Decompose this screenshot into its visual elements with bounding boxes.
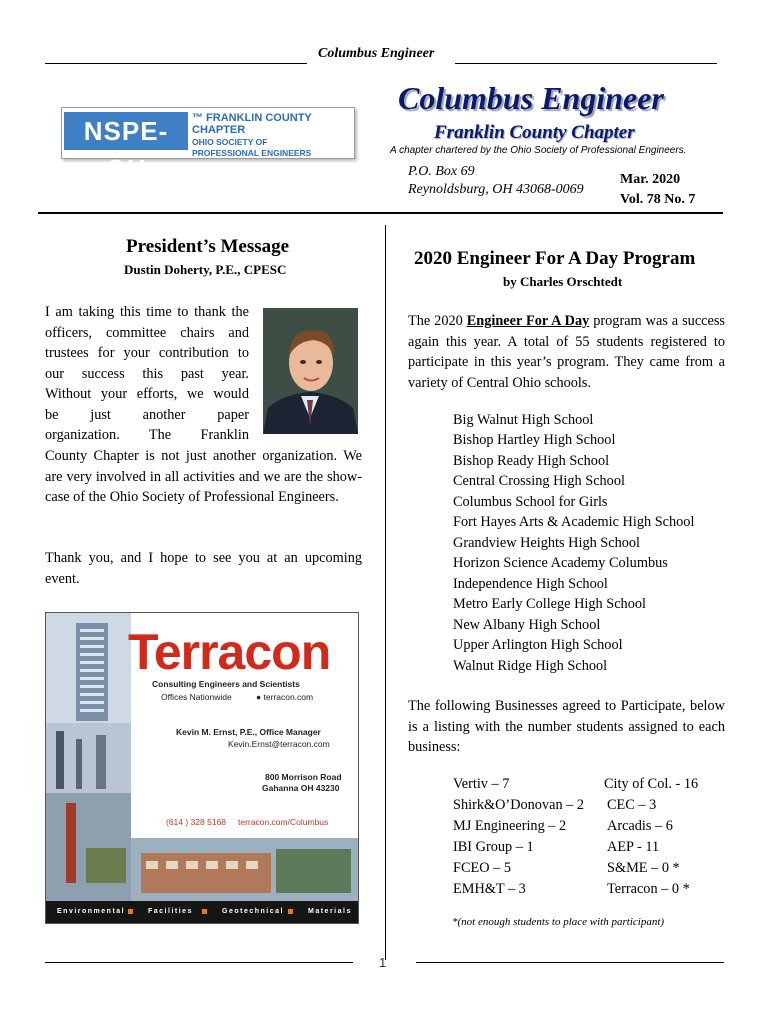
list-item: IBI Group – 1: [453, 839, 534, 855]
address-line-1: P.O. Box 69: [408, 164, 475, 179]
list-item: Columbus School for Girls: [453, 494, 608, 510]
program-heading: 2020 Engineer For A Day Program: [414, 248, 696, 269]
list-item: Vertiv – 7: [453, 776, 510, 792]
list-item: Bishop Ready High School: [453, 453, 610, 469]
list-item: Bishop Hartley High School: [453, 432, 616, 448]
business-footnote: *(not enough students to place with participant): [452, 916, 665, 928]
president-para-1-narrow: [45, 302, 249, 446]
header-rule-right: [455, 63, 717, 64]
list-item: CEC – 3: [607, 797, 657, 813]
president-line: officers, committee chairs and: [45, 324, 249, 341]
bullet-square-icon: [288, 909, 293, 914]
president-line: our success this past year.: [45, 365, 249, 382]
ad-city: Gahanna OH 43230: [262, 783, 340, 793]
page-number: 1: [379, 955, 387, 970]
running-title: Columbus Engineer: [318, 46, 435, 61]
list-item: EMH&T – 3: [453, 881, 526, 897]
list-item: Upper Arlington High School: [453, 637, 623, 653]
nspe-oh-mark: NSPE-OH: [64, 112, 188, 150]
service-label: Facilities: [148, 908, 193, 915]
president-line: organization. The Franklin: [45, 427, 249, 443]
president-line: be just another paper: [45, 406, 249, 423]
list-item: Central Crossing High School: [453, 473, 625, 489]
mailing-address: [408, 163, 584, 199]
masthead-rule: [38, 212, 723, 214]
business-intro: The following Businesses agreed to Participate, below is a listing with the number students assigned to each business:: [408, 698, 725, 755]
service-label: Geotechnical: [222, 908, 284, 915]
list-item: Big Walnut High School: [453, 412, 594, 428]
masthead-tagline: A chapter chartered by the Ohio Society of Professional Engineers.: [390, 145, 687, 156]
president-para-2: Thank you, and I hope to see you at an upcoming event.: [45, 550, 362, 587]
ad-local-web[interactable]: terracon.com/Columbus: [238, 817, 329, 827]
masthead-title: Columbus Engineer: [398, 80, 664, 116]
intro-text: The 2020: [408, 313, 467, 329]
issue-date: Mar. 2020: [620, 172, 681, 187]
ad-services-bar: [46, 901, 358, 923]
president-heading: President’s Message: [126, 236, 290, 257]
president-line: Without your efforts, we would: [45, 386, 249, 402]
list-item: FCEO – 5: [453, 860, 511, 876]
list-item: Fort Hayes Arts & Academic High School: [453, 514, 695, 530]
service-label: Environmental: [57, 908, 126, 915]
ad-offices: Offices Nationwide: [161, 692, 232, 702]
list-item: New Albany High School: [453, 617, 601, 633]
ad-phone: (614 ) 328 5168: [166, 817, 227, 827]
list-item: MJ Engineering – 2: [453, 818, 567, 834]
bullet-square-icon: [128, 909, 133, 914]
ad-tagline: Consulting Engineers and Scientists: [152, 679, 300, 689]
list-item: Horizon Science Academy Columbus: [453, 555, 668, 571]
ad-website[interactable]: ● terracon.com: [256, 692, 314, 702]
issue-info: [620, 170, 695, 210]
president-line: I am taking this time to thank the: [45, 304, 249, 320]
list-item: Walnut Ridge High School: [453, 658, 608, 674]
list-item: Independence High School: [453, 576, 608, 592]
column-divider: [385, 225, 386, 960]
intro-text: program was a success again this year. A total of 55 students registered to participate in this year’s program. They came from a variety of Central Ohio schools.: [408, 313, 725, 391]
president-photo: [263, 308, 358, 434]
bullet-square-icon: [202, 909, 207, 914]
list-item: Arcadis – 6: [607, 818, 673, 834]
footer-rule-left: [45, 962, 353, 963]
ad-street: 800 Morrison Road: [265, 772, 342, 782]
nspe-oh-logo: [61, 107, 355, 184]
logo-chapter: ™ FRANKLIN COUNTY CHAPTER: [192, 112, 312, 136]
list-item: Terracon – 0 *: [607, 881, 690, 897]
president-para-1-wide: County Chapter is not just another organization. We are very involved in all activities and we are the show-case of the Ohio Society of Professional Engineers.: [45, 448, 362, 505]
masthead-subtitle: Franklin County Chapter: [434, 122, 635, 143]
list-item: Grandview Heights High School: [453, 535, 641, 551]
address-line-2: Reynoldsburg, OH 43068-0069: [408, 182, 584, 197]
list-item: Shirk&O’Donovan – 2: [453, 797, 585, 813]
list-item: S&ME – 0 *: [607, 860, 680, 876]
header-rule-left: [45, 63, 307, 64]
logo-society: OHIO SOCIETY OF: [192, 137, 268, 147]
footer-rule-right: [416, 962, 724, 963]
issue-volume: Vol. 78 No. 7: [620, 192, 696, 207]
president-byline: Dustin Doherty, P.E., CPESC: [124, 262, 287, 277]
list-item: AEP - 11: [607, 839, 660, 855]
engineer-for-a-day-link[interactable]: Engineer For A Day: [466, 313, 590, 329]
terracon-logo: Terracon: [128, 624, 331, 680]
ad-contact-name: Kevin M. Ernst, P.E., Office Manager: [176, 727, 321, 737]
logo-text: [192, 112, 354, 158]
service-label: Materials: [308, 908, 352, 915]
list-item: Metro Early College High School: [453, 596, 646, 612]
president-line: trustees for your contribution to: [45, 345, 249, 361]
program-byline: by Charles Orschtedt: [503, 274, 623, 289]
terracon-advertisement: [45, 612, 359, 924]
program-intro: [408, 311, 725, 393]
logo-professional: PROFESSIONAL ENGINEERS: [192, 148, 312, 158]
list-item: City of Col. - 16: [604, 776, 699, 792]
ad-contact-email[interactable]: Kevin.Ernst@terracon.com: [228, 739, 330, 749]
